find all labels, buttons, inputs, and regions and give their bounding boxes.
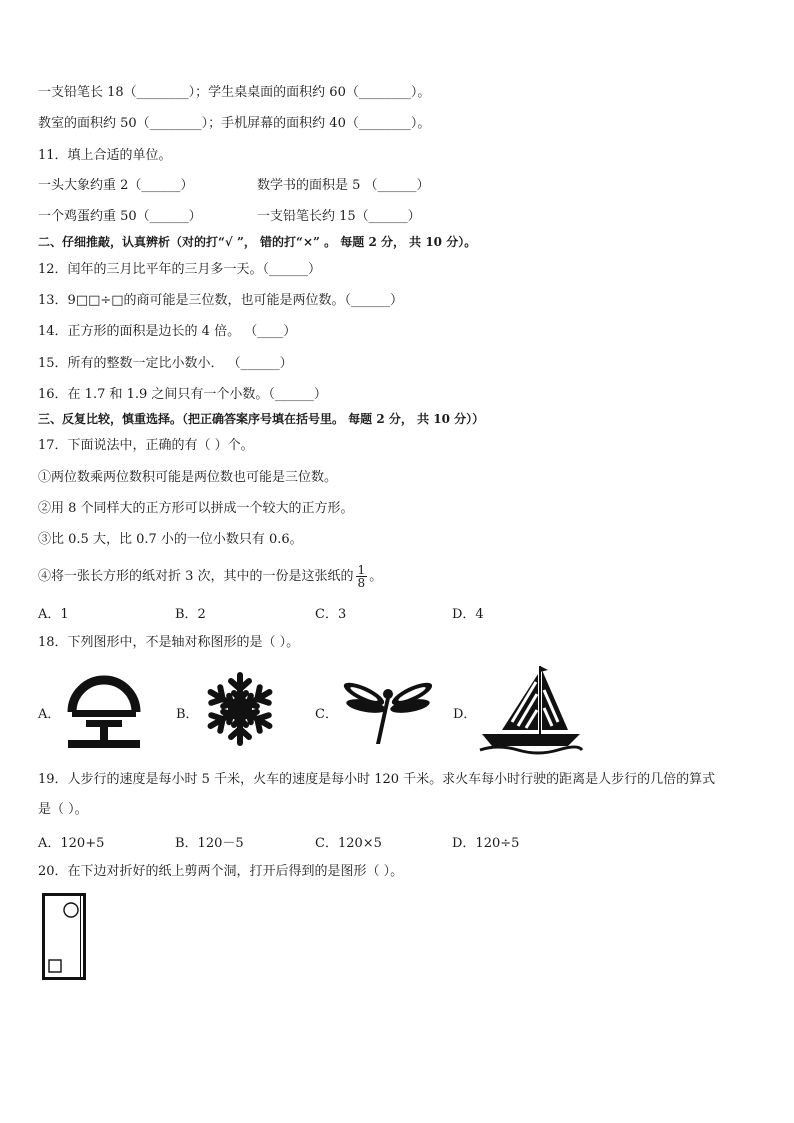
snowflake-icon[interactable]	[202, 670, 278, 748]
fill-line-1: 一支铅笔长 18（________）；学生桌桌面的面积约 60（________）。	[38, 85, 431, 100]
question-13: 13．9□□÷□的商可能是三位数，也可能是两位数。（______）	[38, 293, 404, 308]
q17-statement-1: ①两位数乘两位数积可能是两位数也可能是三位数。	[38, 470, 338, 485]
q19-option-b[interactable]: B．120－5	[175, 836, 244, 851]
q18-label-a: A．	[38, 707, 61, 722]
fraction-numerator: 1	[357, 563, 366, 577]
section-3-heading: 三、反复比较，慎重选择。（把正确答案序号填在括号里。 每题 2 分， 共 10 分））	[38, 412, 485, 426]
question-18: 18．下列图形中，不是轴对称图形的是（ ）。	[38, 635, 300, 650]
fraction-denominator: 8	[357, 576, 366, 590]
q19-option-d[interactable]: D．120÷5	[452, 836, 520, 851]
q19-option-c[interactable]: C．120×5	[315, 836, 382, 851]
folded-paper-with-circle-and-square-icon	[42, 893, 88, 983]
question-16: 16．在 1.7 和 1.9 之间只有一个小数。（______）	[38, 387, 327, 402]
question-19-line-1: 19．人步行的速度是每小时 5 千米，火车的速度是每小时 120 千米。求火车每小时行驶的距离是人步行的几倍的算式	[38, 772, 716, 787]
q17-option-a[interactable]: A．1	[38, 607, 69, 622]
q11-item-c: 一个鸡蛋约重 50（______）	[38, 209, 202, 224]
q17-option-d[interactable]: D．4	[452, 607, 484, 622]
question-14: 14．正方形的面积是边长的 4 倍。 （____）	[38, 324, 297, 339]
section-2-heading: 二、仔细推敲，认真辨析（对的打“√ ”， 错的打“×” 。 每题 2 分， 共 10 分）。	[38, 235, 477, 249]
q17-options	[38, 603, 758, 623]
q18-label-c: C．	[315, 707, 338, 722]
dragonfly-icon[interactable]	[340, 672, 436, 750]
q17-statement-4-text: ④将一张长方形的纸对折 3 次，其中的一份是这张纸的	[38, 569, 354, 584]
question-15: 15．所有的整数一定比小数小． （______）	[38, 356, 293, 371]
q11-item-b: 数学书的面积是 5 （______）	[257, 178, 430, 193]
q18-label-b: B．	[176, 707, 199, 722]
question-12: 12．闰年的三月比平年的三月多一天。（______）	[38, 262, 322, 277]
fraction-one-eighth	[356, 564, 368, 589]
question-17: 17．下面说法中，正确的有（ ）个。	[38, 438, 254, 453]
question-19-line-2: 是（ ）。	[38, 802, 88, 817]
q18-label-d: D．	[453, 707, 477, 722]
q11-item-d: 一支铅笔长约 15（______）	[257, 209, 421, 224]
q17-statement-2: ②用 8 个同样大的正方形可以拼成一个较大的正方形。	[38, 501, 354, 516]
fill-line-2: 教室的面积约 50（________）；手机屏幕的面积约 40（________）。	[38, 116, 431, 131]
q17-statement-3: ③比 0.5 大，比 0.7 小的一位小数只有 0.6。	[38, 532, 303, 547]
q19-option-a[interactable]: A．120+5	[38, 836, 105, 851]
question-20: 20．在下边对折好的纸上剪两个洞，打开后得到的是图形（ ）。	[38, 864, 404, 879]
question-11: 11．填上合适的单位。	[38, 148, 172, 163]
q17-option-c[interactable]: C．3	[315, 607, 347, 622]
q17-statement-4-end: 。	[369, 569, 383, 584]
q17-statement-4	[38, 564, 382, 589]
metro-logo-icon[interactable]	[64, 670, 144, 750]
q17-option-b[interactable]: B．2	[175, 607, 206, 622]
q11-item-a: 一头大象约重 2（______）	[38, 178, 194, 193]
sailboat-icon[interactable]	[478, 660, 584, 756]
q19-options	[38, 832, 758, 852]
